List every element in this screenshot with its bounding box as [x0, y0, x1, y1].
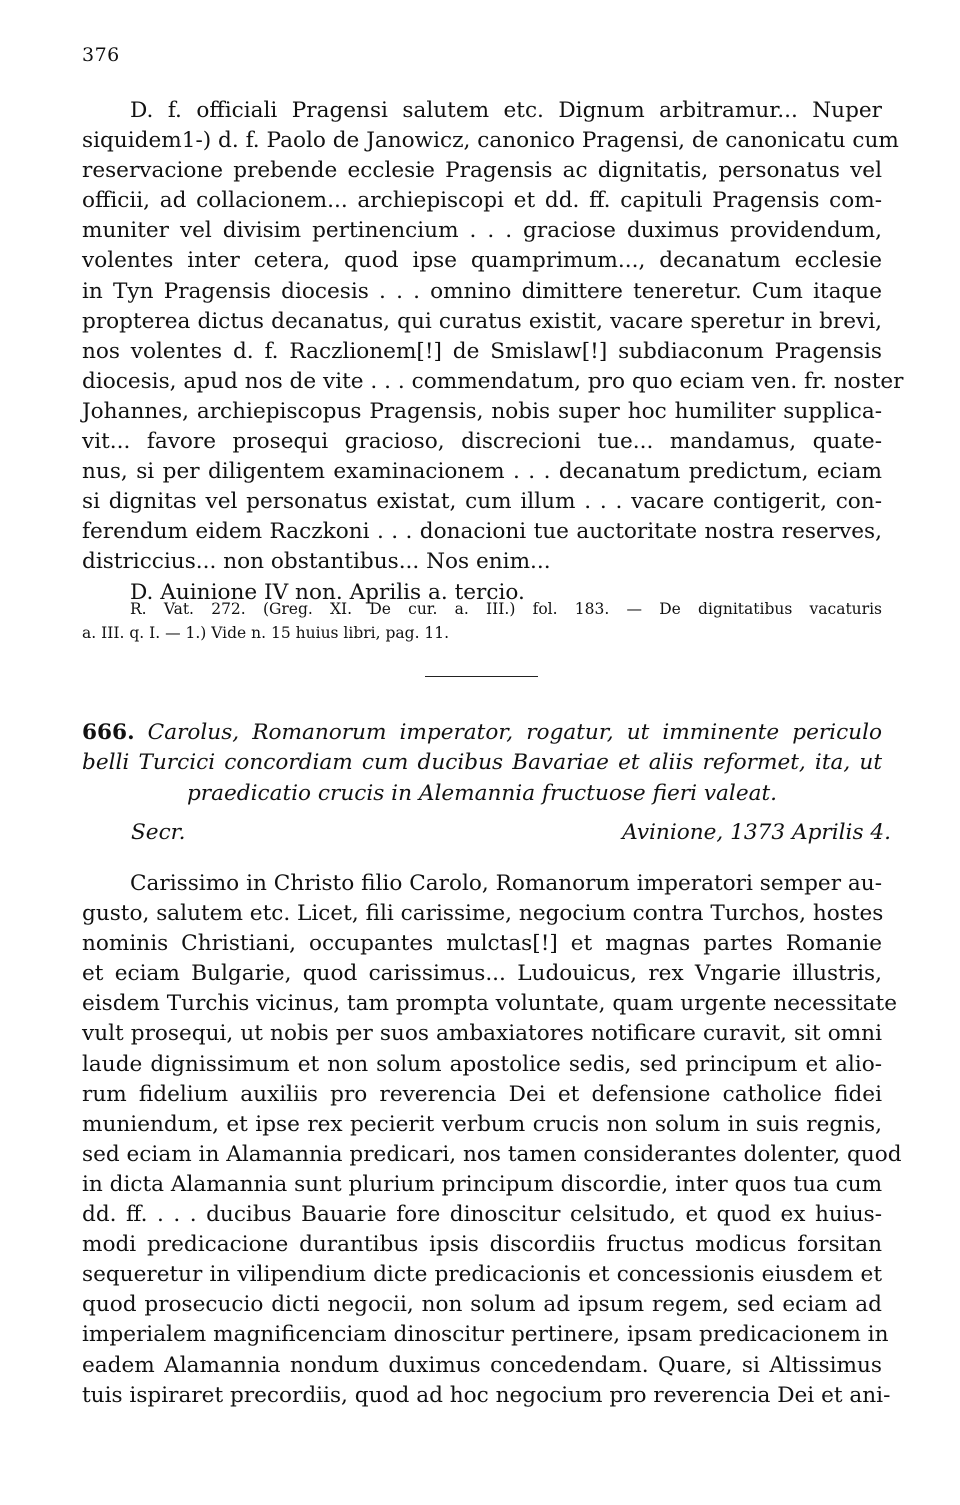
entry-666-heading [82, 718, 882, 809]
source-label: Secr. [131, 820, 186, 845]
text-line: diocesis, apud nos de vite . . . commendatum, pro quo eciam ven. fr. noster [82, 368, 904, 394]
text-line: propterea dictus decanatus, qui curatus existit, vacare speretur in brevi, [82, 308, 882, 334]
text-line: D. f. officiali Pragensi salutem etc. Dignum arbitramur... Nuper [130, 98, 882, 123]
text-line: laude dignissimum et non solum apostolice sedis, sed principum et alio- [82, 1051, 882, 1077]
text-line: muniendum, et ipse rex pecierit verbum crucis non solum in suis regnis, [82, 1111, 882, 1137]
section-divider [425, 676, 538, 677]
entry-666-body [82, 869, 902, 1411]
text-line: nos volentes d. f. Raczlionem[!] de Smislaw[!] subdiaconum Pragensis [82, 338, 882, 364]
footnote-line: a. III. q. I. — 1.) Vide n. 15 huius libri, pag. 11. [82, 624, 450, 642]
text-line: eisdem Turchis vicinus, tam prompta voluntate, quam urgente necessitate [82, 991, 897, 1017]
text-line: sed eciam in Alamannia predicari, nos tamen considerantes dolenter, quod [82, 1141, 902, 1167]
text-line: dd. ff. . . . ducibus Bauarie fore dinoscitur celsitudo, et quod ex huius- [82, 1202, 882, 1228]
heading-text: Carolus, Romanorum imperator, rogatur, ut imminente periculo [147, 720, 882, 745]
footnotes [82, 597, 882, 645]
entry-number: 666. [82, 720, 135, 745]
page-number: 376 [82, 44, 120, 66]
text-line: et eciam Bulgarie, quod carissimus... Ludouicus, rex Vngarie illustris, [82, 961, 882, 987]
text-line: si dignitas vel personatus existat, cum illum . . . vacare contigerit, con- [82, 489, 882, 515]
text-line: officii, ad collacionem... archiepiscopi et dd. ff. capituli Pragensis com- [82, 188, 882, 214]
text-line: quod prosecucio dicti negocii, non solum ad ipsum regem, sed eciam ad [82, 1292, 882, 1318]
heading-line: belli Turcici concordiam cum ducibus Bavariae et aliis reformet, ita, ut [82, 750, 882, 776]
text-line: nominis Christiani, occupantes mulctas[!] et magnas partes Romanie [82, 931, 882, 957]
text-line: ferendum eidem Raczkoni . . . donacioni tue auctoritate nostra reserves, [82, 519, 882, 545]
text-line: Johannes, archiepiscopus Pragensis, nobis super hoc humiliter supplica- [82, 398, 882, 424]
text-line: rum fidelium auxiliis pro reverencia Dei et defensione catholice fidei [82, 1081, 882, 1107]
entry-665-body [82, 96, 904, 608]
text-line: eadem Alamannia nondum duximus concedendam. Quare, si Altissimus [82, 1352, 882, 1378]
text-line: volentes inter cetera, quod ipse quamprimum..., decanatum ecclesie [82, 248, 882, 274]
text-line: vult prosequi, ut nobis per suos ambaxiatores notificare curavit, sit omni [82, 1021, 882, 1047]
text-line: in Tyn Pragensis diocesis . . . omnino dimittere teneretur. Cum itaque [82, 278, 882, 304]
text-line: nus, si per diligentem examinacionem . . . decanatum predictum, eciam [82, 459, 882, 485]
text-line: muniter vel divisim pertinencium . . . graciose duximus providendum, [82, 218, 882, 244]
text-line: tuis ispiraret precordiis, quod ad hoc negocium pro reverencia Dei et ani- [82, 1382, 891, 1408]
footnote-line: R. Vat. 272. (Greg. XI. De cur. a. III.) fol. 183. — De dignitatibus vacaturis [130, 600, 882, 618]
text-line: Carissimo in Christo filio Carolo, Romanorum imperatori semper au- [130, 871, 882, 896]
text-line: imperialem magnificenciam dinoscitur pertinere, ipsam predicacionem in [82, 1322, 889, 1348]
date-line: D. Auinione IV non. Aprilis a. tercio. [130, 579, 525, 605]
place-date: Avinione, 1373 Aprilis 4. [622, 820, 891, 845]
text-line: vit... favore prosequi gracioso, discrecioni tue... mandamus, quate- [82, 429, 882, 455]
heading-line: praedicatio crucis in Alemannia fructuose fieri valeat. [186, 780, 778, 806]
text-line: siquidem1-) d. f. Paolo de Janowicz, canonico Pragensi, de canonicatu cum [82, 128, 899, 154]
text-line: reservacione prebende ecclesie Pragensis ac dignitatis, personatus vel [82, 158, 882, 184]
text-line: modi predicacione durantibus ipsis discordiis fructus modicus forsitan [82, 1232, 882, 1258]
text-line: in dicta Alamannia sunt plurium principum discordie, inter quos tua cum [82, 1171, 883, 1197]
heading-line [82, 718, 882, 748]
text-line: districcius... non obstantibus... Nos enim... [82, 549, 551, 575]
text-line: sequeretur in vilipendium dicte predicacionis et concessionis eiusdem et [82, 1262, 882, 1288]
text-line: gusto, salutem etc. Licet, fili carissime, negocium contra Turchos, hostes [82, 901, 884, 927]
